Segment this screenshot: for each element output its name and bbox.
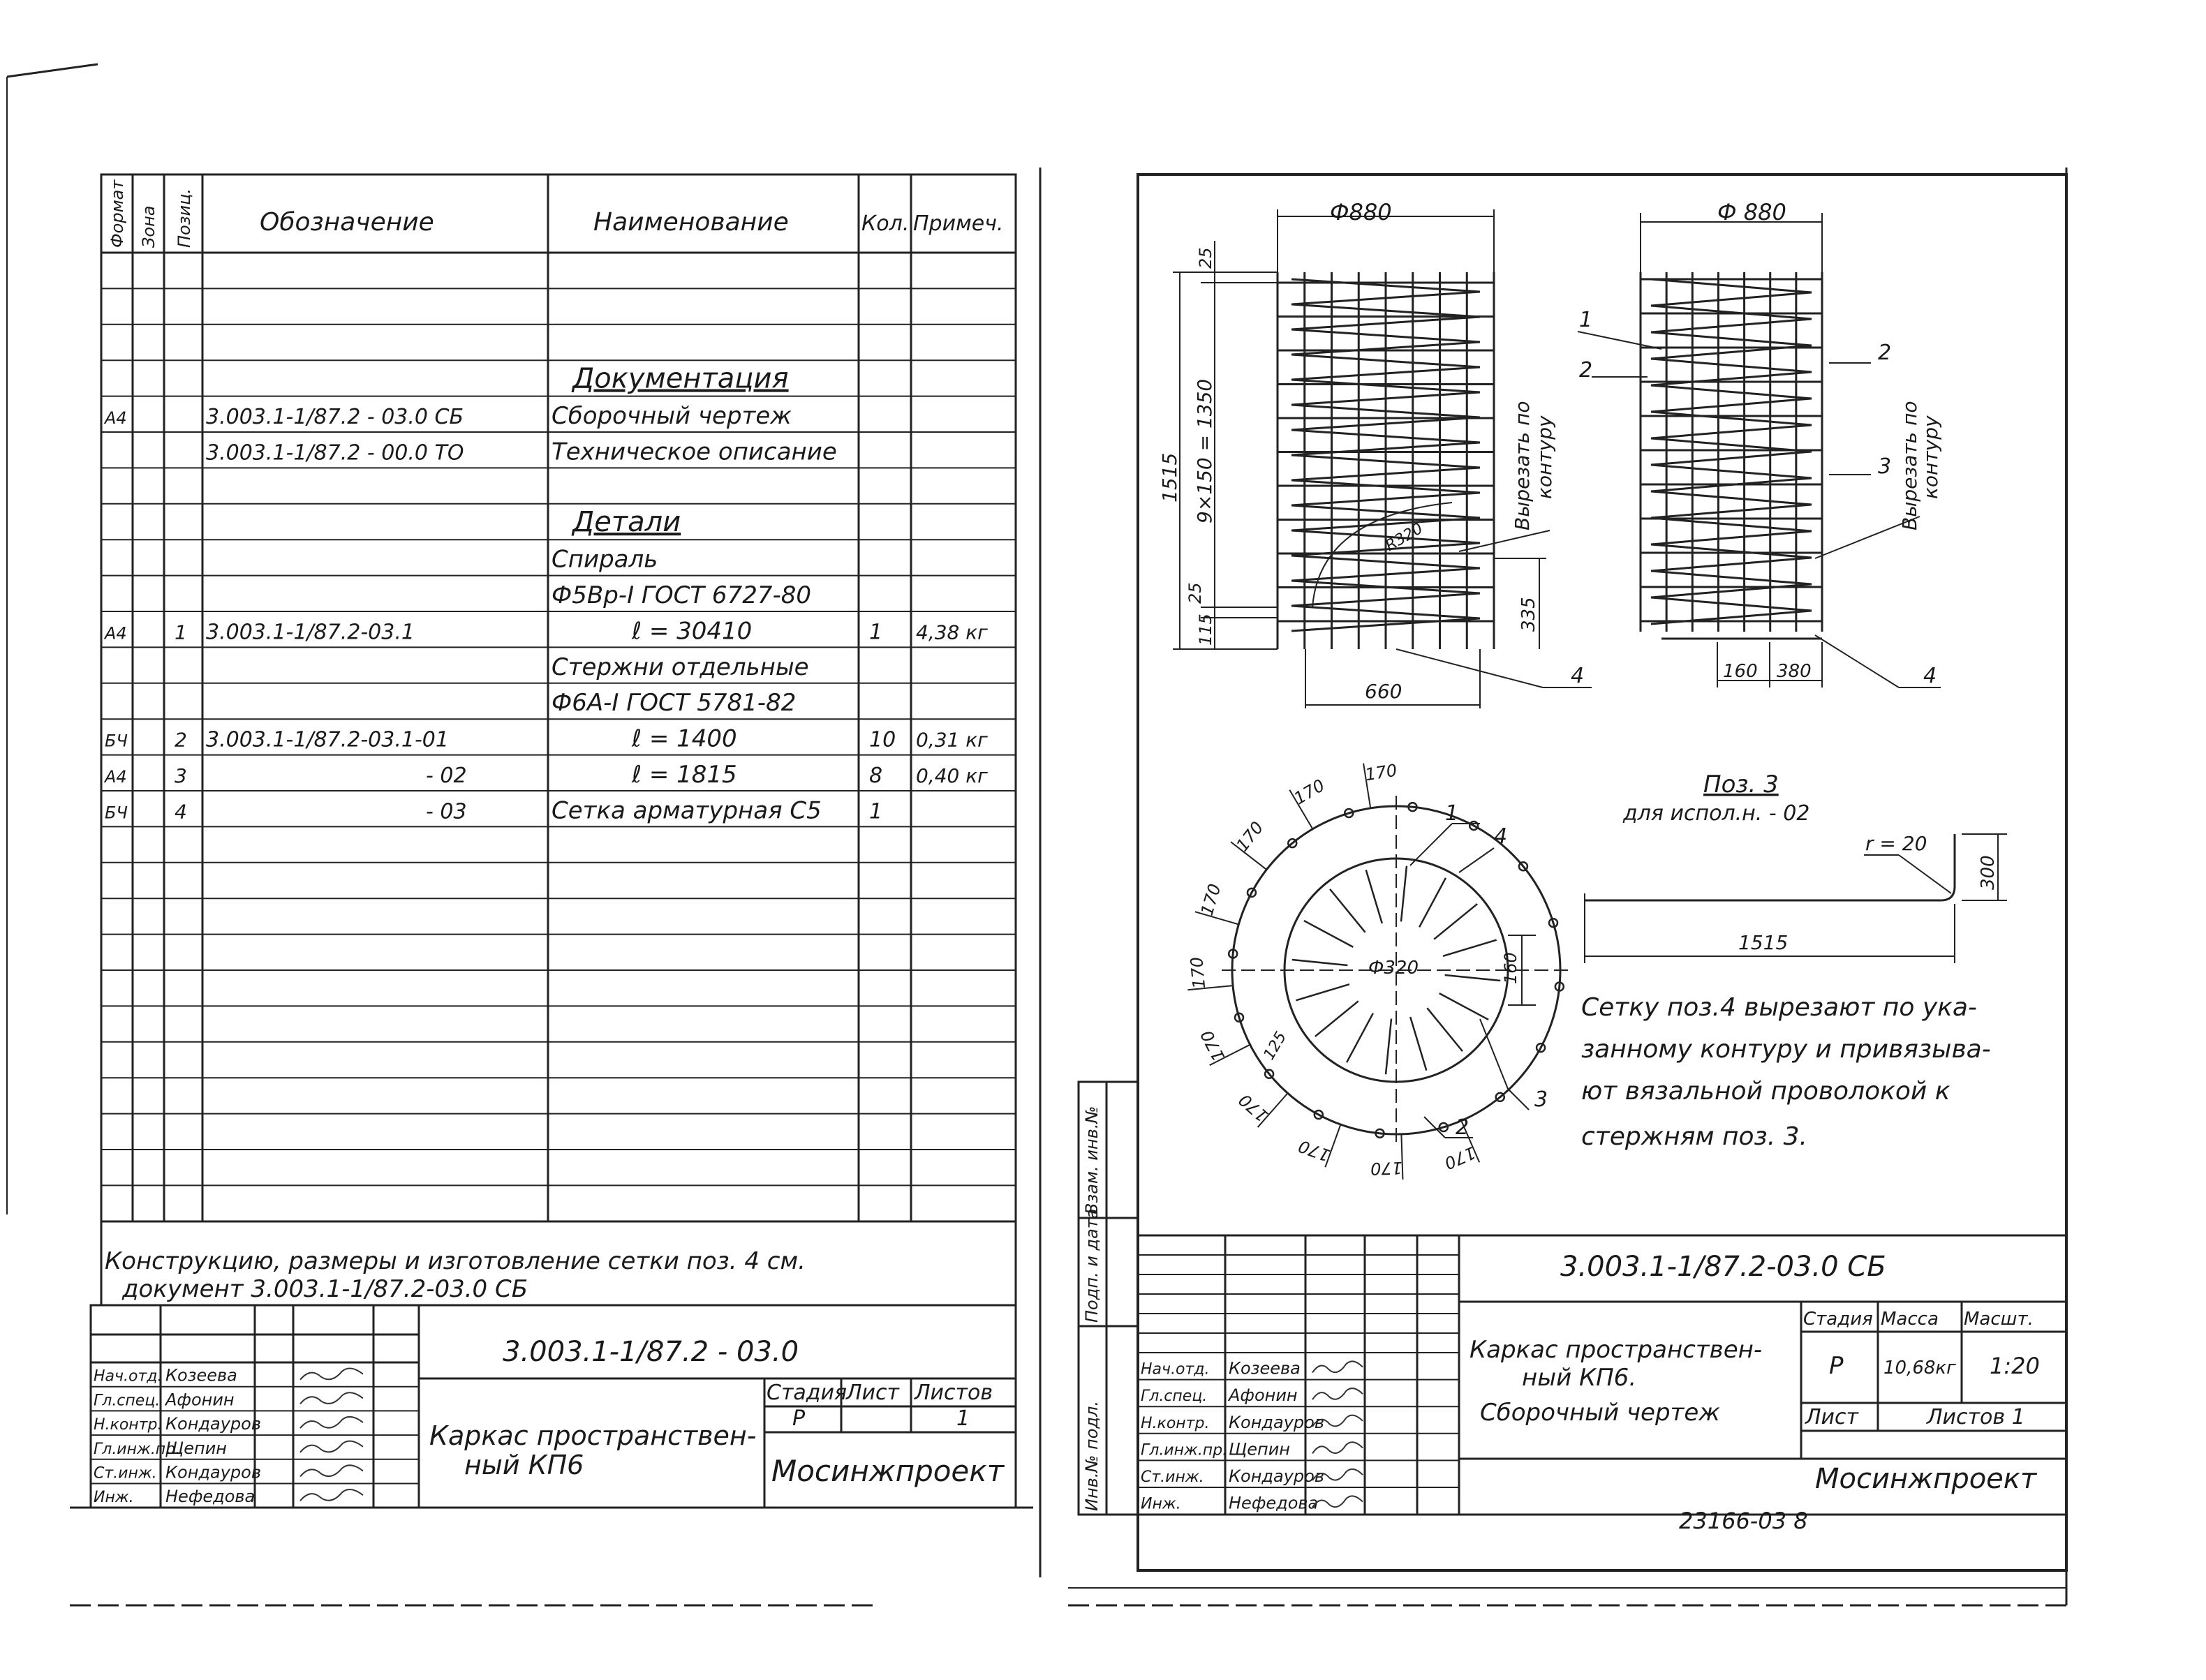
signature <box>1312 1442 1363 1453</box>
spec-cell-name: ℓ = 1400 <box>632 724 737 753</box>
left-person-name: Кондауров <box>165 1414 261 1434</box>
spec-cell-note: 4,38 кг <box>916 620 988 644</box>
pos3-radius: r = 20 <box>1865 832 1927 855</box>
left-person-name: Нефедова <box>165 1487 256 1507</box>
plan-dim-170: 170 <box>1197 1027 1229 1064</box>
spec-cell-format: А4 <box>105 623 127 644</box>
plan-leader-1: 1 <box>1445 801 1459 826</box>
left-title-line1: Каркас пространствен- <box>429 1420 757 1451</box>
signature <box>300 1489 363 1501</box>
spec-cell-format: А4 <box>105 408 127 428</box>
left-person-name: Афонин <box>165 1390 235 1410</box>
signature <box>300 1441 363 1452</box>
left-person-name: Щепин <box>165 1438 227 1458</box>
plan-dim-170: 170 <box>1370 1157 1403 1179</box>
plan-spoke <box>1347 1013 1373 1062</box>
header-zone: Зона <box>139 205 158 248</box>
front-cut-note-1: Вырезать по <box>1511 401 1534 530</box>
signature <box>1312 1361 1363 1372</box>
spec-cell-qty: 1 <box>869 620 883 645</box>
plan-spoke <box>1443 940 1497 956</box>
plan-spoke <box>1401 866 1407 922</box>
spec-cell-name: Спираль <box>552 545 658 574</box>
note-line-1: Сетку поз.4 вырезают по ука- <box>1581 993 1977 1022</box>
front-dim-h-total: 1515 <box>1158 452 1181 503</box>
spec-cell-pos: 1 <box>175 620 187 644</box>
pos3-length: 1515 <box>1738 931 1789 954</box>
spec-cell-designation: - 02 <box>426 764 467 788</box>
spec-note-line1: Конструкцию, размеры и изготовление сетки поз. 4 см. <box>105 1247 806 1275</box>
right-person-role: Инж. <box>1141 1495 1181 1513</box>
spec-cell-name: Детали <box>572 506 681 539</box>
right-person-role: Гл.спец. <box>1141 1388 1208 1406</box>
plan-dim-170: 170 <box>1187 956 1210 990</box>
front-dim-660: 660 <box>1365 680 1402 703</box>
plan-view <box>1187 760 1571 1179</box>
side-dim-top: Ф 880 <box>1717 199 1786 225</box>
spec-cell-pos: 4 <box>175 800 187 824</box>
front-leader-4: 4 <box>1571 664 1585 688</box>
drawing-note <box>1581 993 1991 1151</box>
right-person-role: Гл.инж.пр. <box>1141 1441 1228 1459</box>
right-title-line2: ный КП6. <box>1522 1364 1637 1392</box>
right-doc-code: 3.003.1-1/87.2-03.0 СБ <box>1560 1251 1886 1283</box>
plan-leader-2: 2 <box>1456 1115 1470 1140</box>
right-person-role: Н.контр. <box>1141 1414 1210 1432</box>
plan-dim-d: Ф320 <box>1368 958 1419 979</box>
side-dim-160: 160 <box>1723 661 1758 682</box>
spec-cell-name: Ф5Вр-I ГОСТ 6727-80 <box>552 581 811 609</box>
header-designation: Обозначение <box>260 208 434 237</box>
left-org: Мосинжпроект <box>771 1454 1005 1488</box>
pos3-height: 300 <box>1978 855 1999 890</box>
plan-spoke <box>1366 870 1382 923</box>
plan-dim-170: 170 <box>1363 760 1399 785</box>
spec-cell-designation: 3.003.1-1/87.2 - 03.0 СБ <box>206 405 464 429</box>
right-sheet-label: Лист <box>1805 1405 1859 1429</box>
side-leader-1: 1 <box>1579 308 1593 332</box>
spec-cell-format: БЧ <box>105 803 128 823</box>
signature <box>1312 1388 1363 1399</box>
signature <box>300 1392 363 1404</box>
header-qty: Кол. <box>861 211 910 236</box>
plan-dim-170: 170 <box>1235 1090 1273 1126</box>
right-person-role: Нач.отд. <box>1141 1360 1210 1378</box>
left-person-role: Нач.отд. <box>94 1367 163 1385</box>
plan-spoke <box>1296 984 1349 1000</box>
margin-sign-date: Подп. и дата <box>1082 1208 1102 1323</box>
spec-cell-designation: - 03 <box>426 799 467 824</box>
front-dim-h-step: 9×150 = 1350 <box>1193 378 1216 523</box>
plan-dim-160: 160 <box>1501 952 1520 984</box>
left-person-role: Ст.инж. <box>94 1464 157 1482</box>
signature <box>1312 1496 1363 1507</box>
right-mass: 10,68кг <box>1883 1358 1956 1378</box>
pos3-subtitle: для испол.н. - 02 <box>1623 801 1810 826</box>
side-cut-note-2: контуру <box>1919 415 1942 499</box>
side-leader-2: 2 <box>1579 358 1593 382</box>
left-stage-label: Стадия <box>767 1381 847 1405</box>
left-person-role: Гл.спец. <box>94 1392 161 1410</box>
left-person-name: Козеева <box>165 1365 237 1385</box>
plan-spoke <box>1410 1017 1426 1071</box>
note-line-2: занному контуру и привязыва- <box>1581 1035 1991 1064</box>
spec-cell-designation: 3.003.1-1/87.2-03.1 <box>206 620 415 645</box>
plan-dim-125: 125 <box>1260 1029 1291 1063</box>
spec-cell-format: БЧ <box>105 731 128 751</box>
right-org: Мосинжпроект <box>1815 1463 2037 1495</box>
right-person-role: Ст.инж. <box>1141 1469 1204 1486</box>
spec-cell-designation: 3.003.1-1/87.2-03.1-01 <box>206 727 449 752</box>
header-position: Позиц. <box>175 188 194 248</box>
spec-cell-pos: 2 <box>175 728 187 752</box>
spec-cell-format: А4 <box>105 767 127 787</box>
spec-cell-name: Сетка арматурная С5 <box>552 796 822 825</box>
right-title-line1: Каркас пространствен- <box>1470 1336 1763 1364</box>
plan-spoke <box>1315 1001 1359 1036</box>
left-person-role: Н.контр. <box>94 1416 163 1434</box>
front-dim-335: 335 <box>1518 597 1539 632</box>
margin-inv-no: Инв.№ подл. <box>1082 1401 1102 1511</box>
plan-leader-3: 3 <box>1534 1087 1548 1112</box>
right-scale-label: Масшт. <box>1964 1309 2034 1330</box>
left-stage: Р <box>792 1406 806 1431</box>
left-sheet-label: Лист <box>846 1381 900 1405</box>
plan-dim-170: 170 <box>1441 1142 1479 1173</box>
spec-cell-qty: 10 <box>869 727 896 752</box>
plan-spoke <box>1386 1019 1391 1075</box>
pos3-title: Поз. 3 <box>1703 771 1779 798</box>
spec-cell-pos: 3 <box>175 764 187 787</box>
spec-cell-name: Сборочный чертеж <box>552 402 792 430</box>
spec-cell-qty: 1 <box>869 799 883 824</box>
side-dim-380: 380 <box>1777 661 1812 682</box>
spec-cell-name: Стержни отдельные <box>552 653 809 681</box>
spec-cell-name: Техническое описание <box>552 438 837 466</box>
note-line-4: стержням поз. 3. <box>1581 1122 1807 1151</box>
right-people-list <box>1141 1359 1363 1513</box>
side-leader-3: 3 <box>1878 454 1892 479</box>
right-person-name: Кондауров <box>1229 1412 1324 1432</box>
spiral-zigzag <box>1651 279 1812 624</box>
right-stage: Р <box>1829 1352 1844 1380</box>
signature <box>300 1369 363 1380</box>
spec-cell-note: 0,40 кг <box>916 764 988 787</box>
plan-spoke <box>1439 993 1488 1020</box>
header-note: Примеч. <box>913 211 1004 236</box>
front-cut-note-2: контуру <box>1533 415 1556 499</box>
side-leader-2b: 2 <box>1878 341 1892 365</box>
plan-spoke <box>1292 960 1348 965</box>
front-dim-25-bot: 25 <box>1185 582 1205 604</box>
plan-dim-170: 170 <box>1296 1136 1333 1166</box>
right-person-name: Нефедова <box>1229 1493 1319 1513</box>
spec-note-line2: документ 3.003.1-1/87.2-03.0 СБ <box>122 1275 528 1303</box>
plan-spoke <box>1304 921 1353 947</box>
right-stage-label: Стадия <box>1803 1309 1873 1330</box>
right-person-name: Афонин <box>1229 1385 1298 1406</box>
signature <box>300 1465 363 1476</box>
left-person-name: Кондауров <box>165 1462 261 1482</box>
side-cut-note-1: Вырезать по <box>1898 401 1921 530</box>
plan-spoke <box>1445 975 1501 981</box>
side-view <box>1578 199 1942 688</box>
front-dim-top: Ф880 <box>1330 199 1392 225</box>
spec-cell-qty: 8 <box>869 764 883 788</box>
left-person-role: Инж. <box>94 1489 134 1507</box>
plan-dim-170: 170 <box>1290 775 1328 809</box>
plan-spoke <box>1427 1008 1463 1051</box>
note-line-3: ют вязальной проволокой к <box>1581 1077 1950 1106</box>
plan-spoke <box>1419 878 1446 927</box>
right-person-name: Щепин <box>1229 1439 1290 1459</box>
header-name: Наименование <box>593 208 789 237</box>
margin-vz-inv: Взам. инв.№ <box>1082 1106 1102 1214</box>
spec-cell-name: ℓ = 1815 <box>632 761 737 789</box>
spec-cell-name: Ф6А-I ГОСТ 5781-82 <box>552 689 797 718</box>
left-person-role: Гл.инж.пр. <box>94 1440 181 1458</box>
right-mass-label: Масса <box>1881 1309 1939 1330</box>
left-doc-code: 3.003.1-1/87.2 - 03.0 <box>503 1336 799 1368</box>
right-sheets-label: Листов 1 <box>1927 1405 2025 1429</box>
footer-doc-no: 23166-03 8 <box>1679 1508 1808 1534</box>
front-dim-115: 115 <box>1196 614 1215 646</box>
right-person-name: Козеева <box>1229 1358 1301 1378</box>
right-person-name: Кондауров <box>1229 1466 1324 1486</box>
front-dim-r: R320 <box>1382 519 1426 556</box>
spec-cell-designation: 3.003.1-1/87.2 - 00.0 ТО <box>206 440 464 466</box>
plan-spoke <box>1330 889 1365 932</box>
left-title-line2: ный КП6 <box>464 1450 584 1480</box>
spec-cell-name: Документация <box>572 362 789 395</box>
plan-dim-170: 170 <box>1232 817 1268 856</box>
front-dim-25-top: 25 <box>1196 247 1215 269</box>
header-format: Формат <box>108 179 127 248</box>
spec-cell-name: ℓ = 30410 <box>632 617 753 646</box>
plan-spoke <box>1434 904 1477 939</box>
left-sheets: 1 <box>956 1406 970 1431</box>
left-sheets-label: Листов <box>915 1381 993 1405</box>
scan-edge <box>7 64 98 77</box>
plan-leader-4: 4 <box>1494 824 1508 849</box>
spec-cell-note: 0,31 кг <box>916 728 988 752</box>
right-scale: 1:20 <box>1990 1353 2040 1379</box>
pos3-detail <box>1585 771 2007 963</box>
signature <box>300 1417 363 1428</box>
front-view <box>1158 199 1592 708</box>
plan-dim-170: 170 <box>1197 882 1225 918</box>
side-leader-4: 4 <box>1923 664 1937 688</box>
right-title-line3: Сборочный чертеж <box>1480 1399 1720 1427</box>
